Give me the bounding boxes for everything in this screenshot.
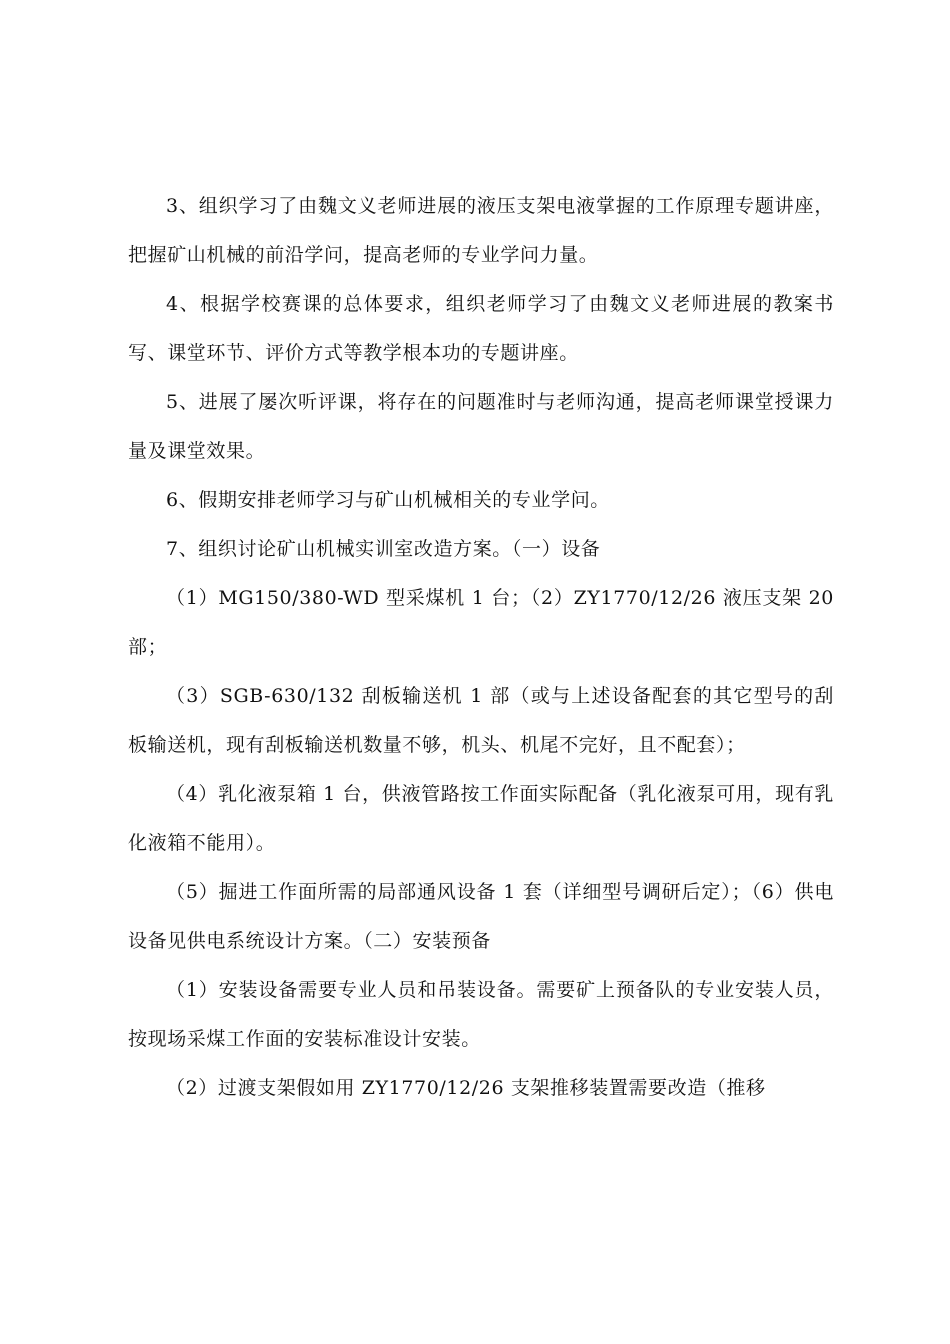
paragraph-item-6: 6、假期安排老师学习与矿山机械相关的专业学问。 (166, 489, 610, 511)
paragraph-item-7: 7、组织讨论矿山机械实训室改造方案。（一）设备 (166, 538, 601, 560)
paragraph-item-5: 5、进展了屡次听评课，将存在的问题准时与老师沟通，提高老师课堂授课力量及课堂效果。 (128, 391, 834, 462)
paragraph-item-4: 4、根据学校赛课的总体要求，组织老师学习了由魏文义老师进展的教案书写、课堂环节、评价方式等教学根本功的专题讲座。 (128, 293, 834, 364)
installation-item-2: （2）过渡支架假如用 ZY1770/12/26 支架推移装置需要改造（推移 (166, 1077, 766, 1099)
paragraph-item-3: 3、组织学习了由魏文义老师进展的液压支架电液掌握的工作原理专题讲座，把握矿山机械的前沿学问，提高老师的专业学问力量。 (128, 195, 834, 266)
equipment-item-4: （4）乳化液泵箱 1 台，供液管路按工作面实际配备（乳化液泵可用，现有乳化液箱不能用）。 (128, 783, 834, 854)
equipment-item-5-6: （5）掘进工作面所需的局部通风设备 1 套（详细型号调研后定）；（6）供电设备见供电系统设计方案。（二）安装预备 (128, 881, 834, 952)
document-body (128, 182, 834, 1113)
equipment-item-1-2: （1）MG150/380-WD 型采煤机 1 台；（2）ZY1770/12/26 液压支架 20 部； (128, 587, 834, 658)
equipment-item-3: （3）SGB-630/132 刮板输送机 1 部（或与上述设备配套的其它型号的刮板输送机，现有刮板输送机数量不够，机头、机尾不完好，且不配套）； (128, 685, 834, 756)
installation-item-1: （1）安装设备需要专业人员和吊装设备。需要矿上预备队的专业安装人员，按现场采煤工作面的安装标准设计安装。 (128, 979, 834, 1050)
